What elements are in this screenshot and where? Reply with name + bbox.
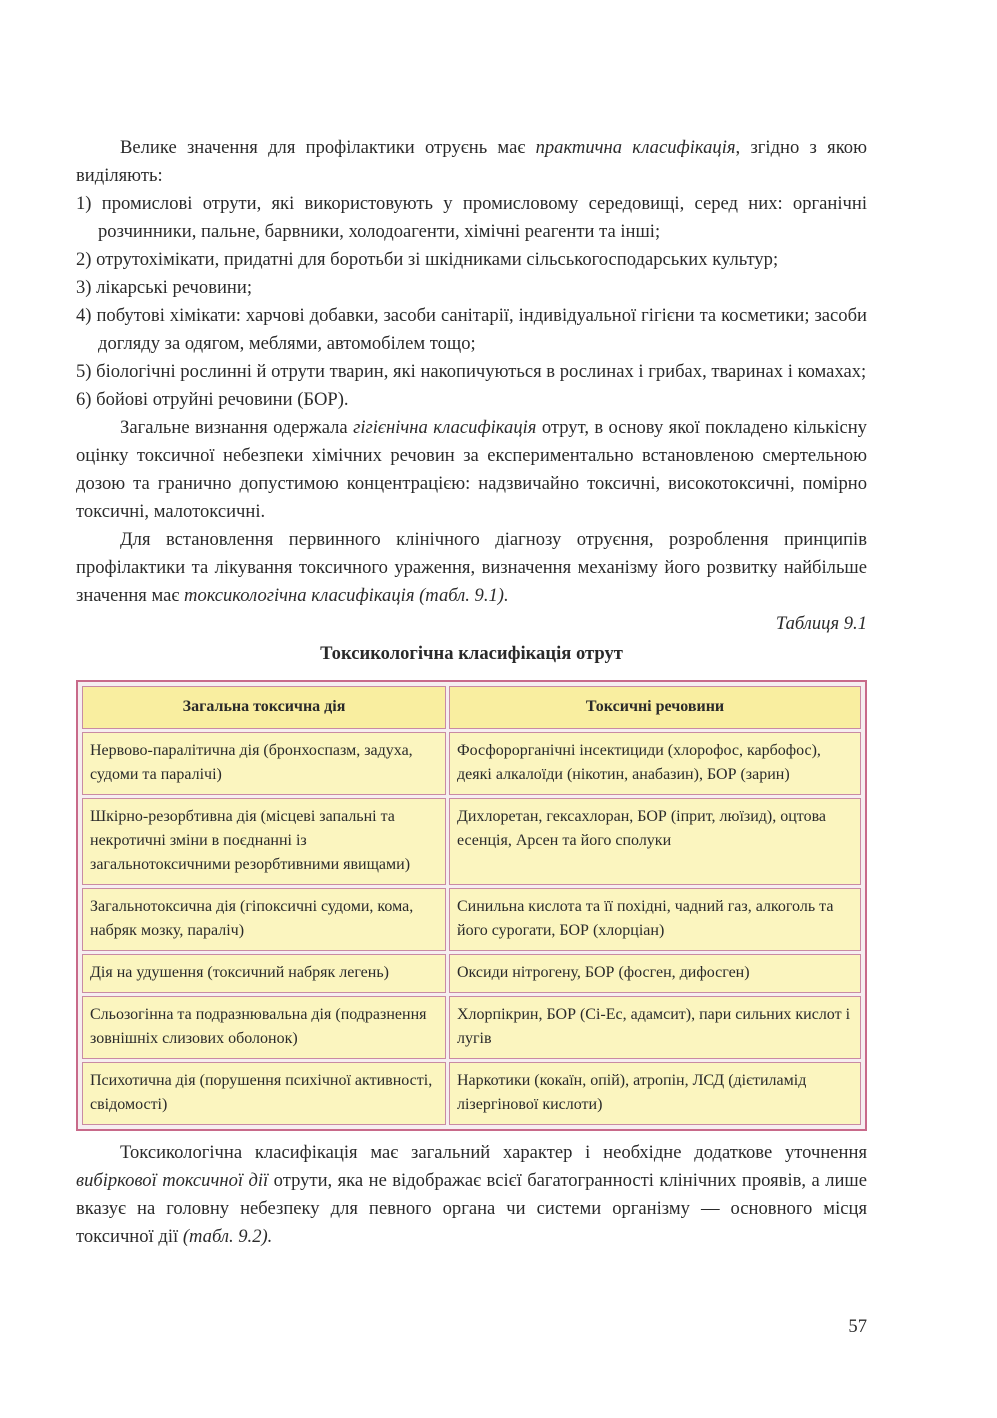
column-header: Загальна токсична дія <box>82 686 446 729</box>
list-item: 6) бойові отруйні речовини (БОР). <box>76 389 349 410</box>
table-title: Токсикологічна класифікація отрут <box>320 643 623 664</box>
table-cell: Наркотики (кокаїн, опій), атропін, ЛСД (дієтиламід лізергінової кислоти) <box>449 1062 861 1125</box>
page-number: 57 <box>848 1316 867 1337</box>
table-cell: Дихлоретан, гексахлоран, БОР (іприт, люїзид), оцтова есенція, Арсен та його сполуки <box>449 798 861 885</box>
table-cell: Синильна кислота та її похідні, чадний газ, алкоголь та його сурогати, БОР (хлорціан) <box>449 888 861 951</box>
table-cell: Оксиди нітрогену, БОР (фосген, дифосген) <box>449 954 861 993</box>
text-run: отрут, в основу якої покладено кількісну оцінку токсичної небезпеки хімічних речовин за експериментально встановленою смертельною дозою та гранично допустимою концентрацією: надзвичайно токсичні, високотоксичні, помірно токсичні, малотоксичні. <box>76 417 867 522</box>
table-row <box>82 954 861 993</box>
text-run: отрути, яка не відображає всієї багатогранності клінічних проявів, а лише вказує на головну небезпеку для певного органа чи системи організму — основного місця токсичної дії <box>76 1170 868 1247</box>
main-text <box>76 134 867 1251</box>
text-run: Загальне визнання одержала <box>120 417 354 438</box>
table-caption: Таблиця 9.1 <box>775 613 867 634</box>
emphasis-text: вибіркової токсичної дії <box>76 1170 269 1191</box>
emphasis-text: гігієнічна класифікація <box>353 417 537 438</box>
table-cell: Психотична дія (порушення психічної активності, свідомості) <box>82 1062 446 1125</box>
table-cell: Нервово-паралітична дія (бронхоспазм, задуха, судоми та паралічі) <box>82 732 446 795</box>
table-row <box>82 888 861 951</box>
table-cell: Загальнотоксична дія (гіпоксичні судоми, кома, набряк мозку, параліч) <box>82 888 446 951</box>
table-row <box>82 732 861 795</box>
text-run: Для встановлення первинного клінічного діагнозу отруєння, розроблення принципів профілактики та лікування токсичного ураження, визначення механізму його розвитку найбільше значення має <box>76 529 867 606</box>
table-row <box>82 996 861 1059</box>
table-header-row <box>82 686 861 729</box>
list-item: 1) промислові отрути, які використовують у промисловому середовищі, серед них: органічні розчинники, пальне, барвники, холодоагенти, хімічні реагенти та інші; <box>76 193 867 242</box>
emphasis-text: (табл. 9.2). <box>182 1226 273 1247</box>
text-run: Велике значення для профілактики отруєнь має <box>120 137 536 158</box>
table <box>79 683 864 1128</box>
list-item: 2) отрутохімікати, придатні для боротьби зі шкідниками сільськогосподарських культур; <box>76 249 779 270</box>
list-item: 4) побутові хімікати: харчові добавки, засоби санітарії, індивідуальної гігієни та косметики; засоби догляду за одягом, меблями, автомобілем тощо; <box>76 305 867 354</box>
table-cell: Фосфорорганічні інсектициди (хлорофос, карбофос), деякі алкалоїди (нікотин, анабазин), БОР (зарин) <box>449 732 861 795</box>
table-cell: Хлорпікрин, БОР (Сі-Ес, адамсит), пари сильних кислот і лугів <box>449 996 861 1059</box>
paragraph-practical-classification <box>76 134 867 190</box>
emphasis-text: токсикологічна класифікація (табл. 9.1). <box>184 585 509 606</box>
table-row <box>82 1062 861 1125</box>
table-row <box>82 798 861 885</box>
paragraph-toxicological-classification <box>76 526 867 610</box>
column-header: Токсичні речовини <box>449 686 861 729</box>
list-item: 3) лікарські речовини; <box>76 277 252 298</box>
text-run: Токсикологічна класифікація має загальний характер і необхідне додаткове уточнення <box>120 1142 867 1163</box>
list-item: 5) біологічні рослинні й отрути тварин, які накопичуються в рослинах і грибах, тваринах і комахах; <box>76 361 867 382</box>
toxicological-table <box>76 680 867 1131</box>
table-cell: Дія на удушення (токсичний набряк легень) <box>82 954 446 993</box>
paragraph-selective-toxicity <box>76 1139 867 1251</box>
table-cell: Шкірно-резорбтивна дія (місцеві запальні та некротичні зміни в поєднанні із загальнотоксичними резорбтивними явищами) <box>82 798 446 885</box>
text-run: , згідно з якою виділяють: <box>76 137 867 186</box>
table-cell: Сльозогінна та подразнювальна дія (подразнення зовнішніх слизових оболонок) <box>82 996 446 1059</box>
paragraph-hygienic-classification <box>76 414 867 526</box>
emphasis-text: практична класифікація <box>535 137 736 158</box>
